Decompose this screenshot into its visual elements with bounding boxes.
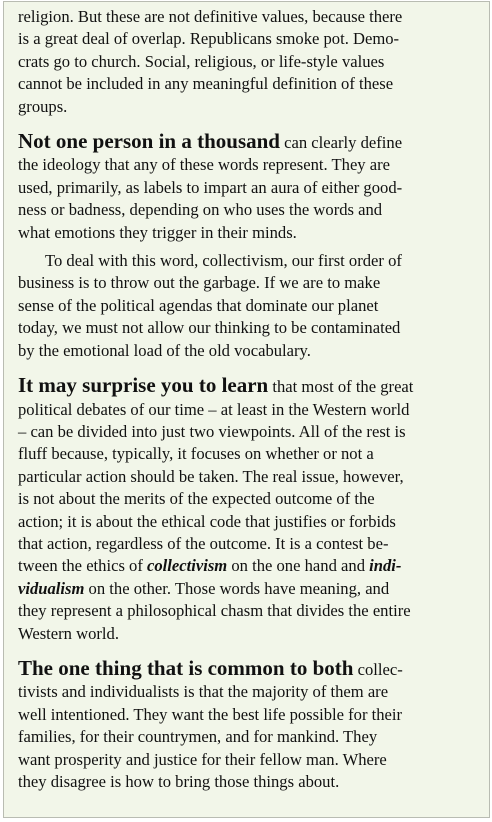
p2-line-3: used, primarily, as labels to impart an aura of either good- xyxy=(18,177,403,197)
p5-line-1: collec- xyxy=(353,659,403,679)
p1-line-2: is a great deal of overlap. Republicans smoke pot. Demo- xyxy=(18,29,400,49)
paragraph-5-lead: The one thing that is common to both xyxy=(18,655,354,680)
p4-line-2: political debates of our time – at least in the Western world xyxy=(18,399,410,419)
p4-line-6: is not about the merits of the expected outcome of the xyxy=(18,489,375,509)
p5-line-2: tivists and individualists is that the majority of them are xyxy=(18,682,389,702)
emphasis-collectivism: collectivism xyxy=(147,556,228,576)
p4-line-9-mid: on the one hand and xyxy=(227,556,370,576)
p5-line-4: families, for their countrymen, and for mankind. They xyxy=(18,727,378,747)
p3-line-1: To deal with this word, collectivism, our first order of xyxy=(45,251,402,271)
p4-line-4: fluff because, typically, it focuses on whether or not a xyxy=(18,444,374,464)
paragraph-2-lead: Not one person in a thousand xyxy=(18,129,280,154)
p4-line-11: they represent a philosophical chasm that divides the entire xyxy=(18,601,411,621)
p4-line-8: that action, regardless of the outcome. It is a contest be- xyxy=(18,533,389,553)
paragraph-3 xyxy=(18,250,477,362)
paragraph-4-lead: It may surprise you to learn xyxy=(18,373,269,398)
p2-line-5: what emotions they trigger in their minds. xyxy=(18,222,297,242)
paragraph-5 xyxy=(18,657,477,793)
p5-line-5: want prosperity and justice for their fellow man. Where xyxy=(18,749,387,769)
p2-line-4: ness or badness, depending on who uses the words and xyxy=(18,200,383,220)
p4-line-5: particular action should be taken. The real issue, however, xyxy=(18,466,404,486)
p4-line-12: Western world. xyxy=(18,623,119,643)
p3-line-5: by the emotional load of the old vocabulary. xyxy=(18,340,311,360)
p2-line-1: can clearly define xyxy=(279,133,403,153)
p1-line-5: groups. xyxy=(18,96,68,116)
p1-line-4: cannot be included in any meaningful definition of these xyxy=(18,74,394,94)
emphasis-individualism-part1: indi- xyxy=(369,556,402,576)
p3-line-4: today, we must not allow our thinking to be contaminated xyxy=(18,318,401,338)
p5-line-6: they disagree is how to bring those things about. xyxy=(18,772,340,791)
paragraph-2 xyxy=(18,130,477,244)
book-page xyxy=(3,1,490,818)
p2-line-2: the ideology that any of these words represent. They are xyxy=(18,155,391,175)
p4-line-3: – can be divided into just two viewpoints. All of the rest is xyxy=(18,421,406,441)
p5-line-3: well intentioned. They want the best life possible for their xyxy=(18,704,403,724)
p1-line-1: religion. But these are not definitive values, because there xyxy=(18,7,403,26)
p3-line-3: sense of the political agendas that dominate our planet xyxy=(18,295,379,315)
paragraph-4 xyxy=(18,374,477,645)
p4-line-10: on the other. Those words have meaning, and xyxy=(84,578,390,598)
p4-line-9: tween the ethics of xyxy=(18,556,148,576)
emphasis-individualism-part2: vidualism xyxy=(18,578,85,598)
p1-line-3: crats go to church. Social, religious, or life-style values xyxy=(18,51,385,71)
paragraph-1 xyxy=(18,6,477,118)
p4-line-7: action; it is about the ethical code that justifies or forbids xyxy=(18,511,396,531)
p4-line-1: that most of the great xyxy=(268,377,414,397)
p3-line-2: business is to throw out the garbage. If we are to make xyxy=(18,273,381,293)
